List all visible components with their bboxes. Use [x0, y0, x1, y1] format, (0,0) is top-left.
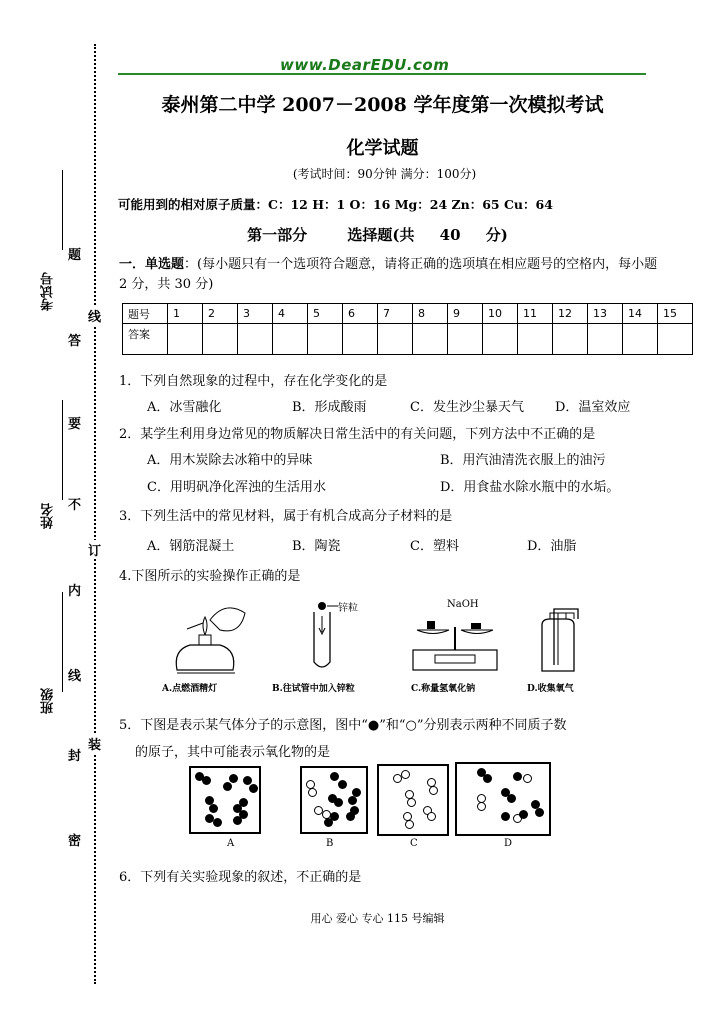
figure-label: NaOH	[447, 599, 479, 610]
molecule-box-d	[455, 762, 551, 836]
answer-cell[interactable]	[553, 324, 588, 355]
class-label: 班级	[41, 688, 56, 714]
figure-caption: A.点燃酒精灯	[162, 684, 218, 694]
exam-info: (考试时间：90分钟 满分：100分)	[292, 167, 477, 181]
molecule-box-b	[300, 766, 368, 834]
figure-caption: B.往试管中加入锌粒	[272, 684, 355, 694]
question-option: B．用汽油清洗衣服上的油污	[440, 453, 606, 468]
question-number-cell: 1	[168, 304, 203, 324]
name-label: 姓名	[41, 503, 56, 529]
answer-cell[interactable]	[658, 324, 693, 355]
seal-char: 线	[68, 669, 82, 684]
question-number-cell: 13	[588, 304, 623, 324]
brand-logo-text: www.DearEDU.com	[280, 56, 450, 74]
answer-cell[interactable]	[343, 324, 378, 355]
box-label: D	[504, 838, 513, 849]
question-option: B．陶瓷	[292, 539, 341, 554]
answer-cell[interactable]	[448, 324, 483, 355]
question-option: C．用明矾净化浑浊的生活用水	[147, 480, 326, 495]
question-option: C．发生沙尘暴天气	[410, 400, 524, 415]
alcohol-lamp-figure	[165, 595, 255, 675]
question-option: A．冰雪融化	[147, 400, 222, 415]
answer-cell[interactable]	[518, 324, 553, 355]
answer-cell[interactable]	[308, 324, 343, 355]
molecule-box-a	[189, 766, 261, 834]
section-instructions	[119, 255, 659, 295]
box-label: B	[326, 838, 334, 849]
header-rule	[118, 73, 646, 75]
question-stem: 6．下列有关实验现象的叙述，不正确的是	[119, 870, 362, 885]
question-stem: 的原子，其中可能表示氧化物的是	[135, 745, 331, 760]
question-number-cell: 9	[448, 304, 483, 324]
question-option: D．用食盐水除水瓶中的水垢。	[440, 480, 620, 495]
question-number-cell: 5	[308, 304, 343, 324]
seal-char: 不	[68, 498, 82, 513]
box-label: C	[410, 838, 418, 849]
figure-label: 锌粒	[338, 603, 358, 614]
atomic-masses: 可能用到的相对原子质量：C：12 H：1 O：16 Mg：24 Zn：65 Cu：64	[118, 197, 553, 212]
question-number-cell: 15	[658, 304, 693, 324]
binding-char: 装	[88, 734, 101, 753]
question-number-cell: 6	[343, 304, 378, 324]
question-number-cell: 8	[413, 304, 448, 324]
figure-caption: D.收集氧气	[527, 684, 574, 694]
question-number-cell: 3	[238, 304, 273, 324]
question-option: B．形成酸雨	[292, 400, 367, 415]
answer-cell[interactable]	[623, 324, 658, 355]
question-stem: 1．下列自然现象的过程中，存在化学变化的是	[119, 374, 388, 389]
molecule-box-c	[377, 764, 449, 836]
answer-table	[122, 303, 693, 355]
seal-char: 内	[68, 584, 82, 599]
answer-cell[interactable]	[588, 324, 623, 355]
question-stem: 4.下图所示的实验操作正确的是	[119, 569, 301, 584]
question-option: A．钢筋混凝土	[147, 539, 235, 554]
question-stem: 5．下图是表示某气体分子的示意图，图中“●”和“○”分别表示两种不同质子数	[119, 718, 567, 733]
question-option: A．用木炭除去冰箱中的异味	[147, 453, 313, 468]
section-title: 一．单选题	[119, 257, 185, 272]
answer-cell[interactable]	[378, 324, 413, 355]
table-row-label: 题号	[123, 304, 168, 324]
page-footer: 用心 爱心 专心 115 号编辑	[310, 912, 445, 925]
binding-dotted-line	[94, 44, 96, 984]
question-option: D．温室效应	[555, 400, 631, 415]
question-stem: 2．某学生利用身边常见的物质解决日常生活中的有关问题，下列方法中不正确的是	[119, 427, 596, 442]
exam-no-label: 考试号	[41, 272, 56, 311]
subject-title: 化学试题	[346, 138, 419, 159]
seal-char: 题	[68, 248, 82, 263]
part-heading: 第一部分 选择题(共 40 分)	[247, 226, 508, 244]
question-number-cell: 11	[518, 304, 553, 324]
question-number-cell: 4	[273, 304, 308, 324]
answer-cell[interactable]	[168, 324, 203, 355]
binding-char: 线	[88, 306, 101, 325]
question-number-cell: 2	[203, 304, 238, 324]
gas-collection-figure	[528, 605, 588, 675]
question-number-cell: 14	[623, 304, 658, 324]
seal-char: 密	[68, 834, 82, 849]
exam-title: 泰州第二中学 2007－2008 学年度第一次模拟考试	[161, 94, 604, 116]
class-underline	[62, 592, 63, 692]
question-stem: 3．下列生活中的常见材料，属于有机合成高分子材料的是	[119, 509, 453, 524]
binding-char: 订	[88, 540, 101, 559]
seal-char: 要	[68, 417, 82, 432]
balance-figure	[405, 605, 505, 675]
question-number-cell: 10	[483, 304, 518, 324]
answer-cell[interactable]	[203, 324, 238, 355]
seal-char: 封	[68, 749, 82, 764]
answer-cell[interactable]	[483, 324, 518, 355]
figure-caption: C.称量氢氧化钠	[411, 684, 476, 694]
question-option: C．塑料	[410, 539, 459, 554]
name-underline	[62, 400, 63, 500]
answer-cell[interactable]	[238, 324, 273, 355]
section-desc: ：(每小题只有一个选项符合题意，请将正确的选项填在相应题号的空格内，每小题 2 分，共 30 分)	[119, 257, 658, 292]
box-label: A	[227, 838, 235, 849]
question-number-cell: 7	[378, 304, 413, 324]
seal-char: 答	[68, 334, 82, 349]
table-row-label: 答案	[123, 324, 168, 355]
answer-cell[interactable]	[273, 324, 308, 355]
answer-cell[interactable]	[413, 324, 448, 355]
question-option: D．油脂	[527, 539, 577, 554]
question-number-cell: 12	[553, 304, 588, 324]
